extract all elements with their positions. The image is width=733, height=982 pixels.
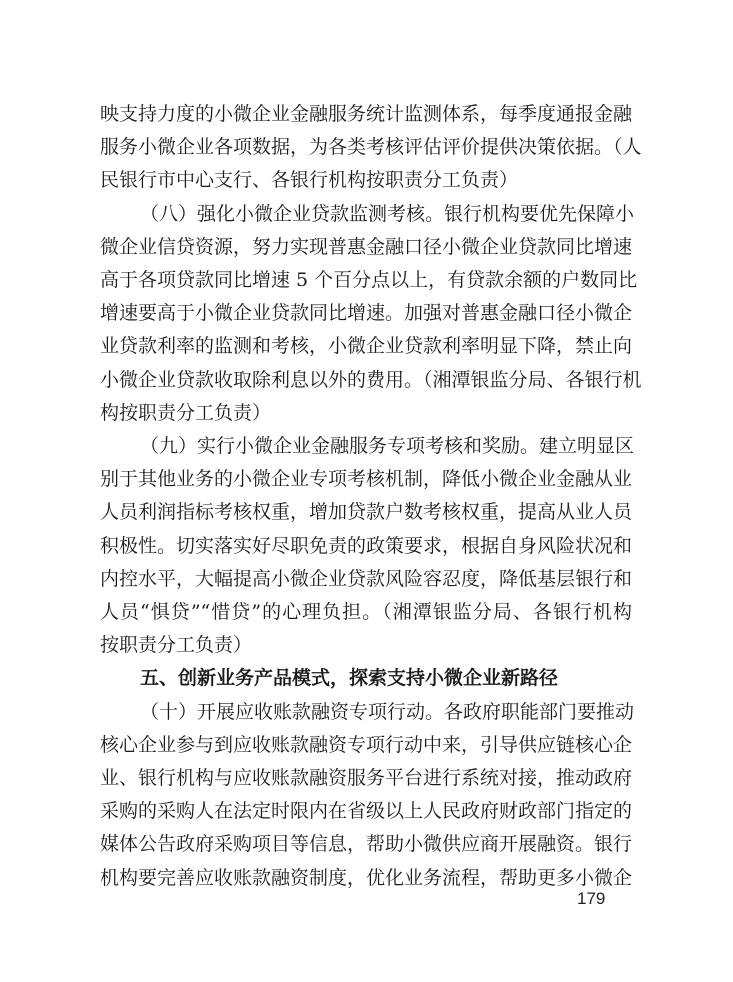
paragraph-line: 增速要高于小微企业贷款同比增速。加强对普惠金融口径小微企 — [100, 302, 633, 325]
section-heading: 五、创新业务产品模式，探索支持小微企业新路径 — [140, 667, 559, 690]
paragraph-line: 人员“惧贷”“惜贷”的心理负担。（湘潭银监分局、各银行机构 — [100, 601, 632, 623]
paragraph-line: 业、银行机构与应收账款融资服务平台进行系统对接，推动政府 — [100, 767, 633, 789]
paragraph-line: 内控水平，大幅提高小微企业贷款风险容忍度，降低基层银行和 — [100, 567, 633, 590]
page-number: 179 — [577, 889, 606, 908]
paragraph-line: 采购的采购人在法定时限内在省级以上人民政府财政部门指定的 — [100, 800, 633, 823]
paragraph-line: （九）实行小微企业金融服务专项考核和奖励。建立明显区 — [140, 435, 635, 457]
paragraph-line: 映支持力度的小微企业金融服务统计监测体系，每季度通报金融 — [100, 103, 633, 125]
paragraph-line: 人员利润指标考核权重，增加贷款户数考核权重，提高从业人员 — [100, 501, 633, 524]
paragraph-line: （八）强化小微企业贷款监测考核。银行机构要优先保障小 — [140, 202, 635, 225]
paragraph-line: 积极性。切实落实好尽职免责的政策要求，根据自身风险状况和 — [100, 534, 633, 557]
paragraph-line: 核心企业参与到应收账款融资专项行动中来，引导供应链核心企 — [100, 733, 633, 756]
paragraph-line: 媒体公告政府采购项目等信息，帮助小微供应商开展融资。银行 — [100, 833, 633, 856]
paragraph-line: 按职责分工负责） — [100, 634, 253, 657]
paragraph-line: 微企业信贷资源，努力实现普惠金融口径小微企业贷款同比增速 — [100, 235, 633, 258]
paragraph-line: 机构要完善应收账款融资制度，优化业务流程，帮助更多小微企 — [100, 866, 633, 889]
paragraph-line: 小微企业贷款收取除利息以外的费用。（湘潭银监分局、各银行机 — [100, 368, 642, 391]
paragraph-line: 服务小微企业各项数据，为各类考核评估评价提供决策依据。（人 — [100, 136, 642, 159]
paragraph-line: 业贷款利率的监测和考核，小微企业贷款利率明显下降，禁止向 — [100, 335, 633, 358]
paragraph-line: 别于其他业务的小微企业专项考核机制，降低小微企业金融从业 — [100, 468, 633, 491]
paragraph-line: 构按职责分工负责） — [100, 401, 272, 424]
paragraph-line: （十）开展应收账款融资专项行动。各政府职能部门要推动 — [140, 700, 635, 723]
paragraph-line: 民银行市中心支行、各银行机构按职责分工负责） — [100, 169, 519, 192]
paragraph-line: 高于各项贷款同比增速 5 个百分点以上，有贷款余额的户数同比 — [100, 269, 638, 291]
